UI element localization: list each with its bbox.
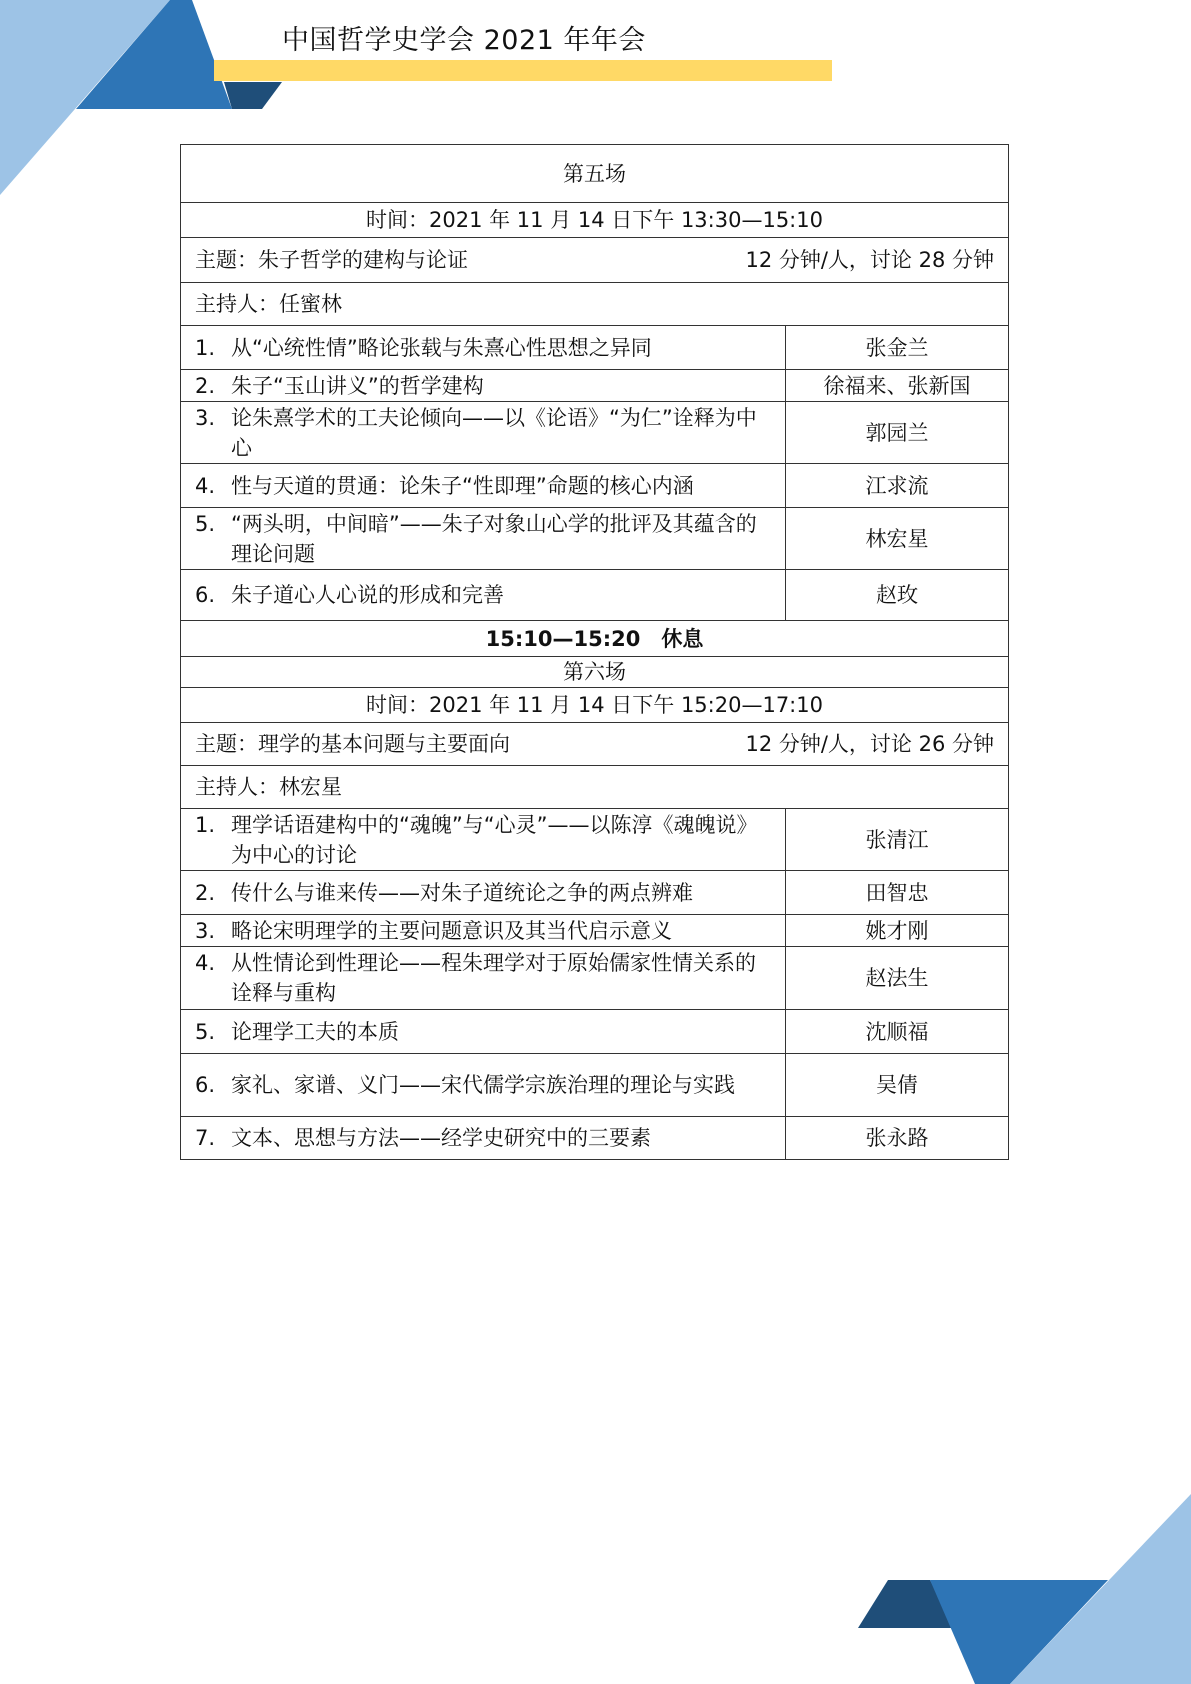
talk-title: 论朱熹学术的工夫论倾向——以《论语》“为仁”诠释为中心: [231, 405, 757, 460]
session5-theme: 主题：朱子哲学的建构与论证: [195, 248, 468, 272]
talk-title-cell: [181, 915, 786, 947]
talk-title-cell: [181, 1010, 786, 1054]
talk-number: 1.: [195, 335, 216, 360]
talk-speaker: 徐福来、张新国: [786, 370, 1009, 402]
talk-number: 1.: [195, 812, 216, 837]
session5-title: 第五场: [181, 145, 1009, 203]
session5-theme-cell: [181, 238, 1009, 283]
session6-host: 主持人：林宏星: [181, 766, 1009, 809]
session5-theme-row: [181, 238, 1009, 283]
talk-title-cell: [181, 1054, 786, 1117]
table-row: [181, 402, 1009, 464]
session6-title-row: [181, 657, 1009, 688]
table-row: [181, 809, 1009, 871]
talk-number: 3.: [195, 405, 216, 430]
session5-host-row: [181, 283, 1009, 326]
talk-title: 略论宋明理学的主要问题意识及其当代启示意义: [231, 918, 672, 943]
talk-title: 从“心统性情”略论张载与朱熹心性思想之异同: [231, 335, 652, 360]
table-row: [181, 1010, 1009, 1054]
session5-title-row: [181, 145, 1009, 203]
session6-theme-cell: [181, 723, 1009, 766]
talk-title: 理学话语建构中的“魂魄”与“心灵”——以陈淳《魂魄说》为中心的讨论: [231, 812, 758, 867]
talk-title-cell: [181, 570, 786, 621]
header-dark-bar: [224, 82, 282, 109]
table-row: [181, 915, 1009, 947]
talk-title: 朱子“玉山讲义”的哲学建构: [231, 373, 484, 398]
schedule-table: [180, 144, 1009, 1160]
header-yellow-bar: [214, 60, 832, 81]
talk-number: 7.: [195, 1126, 216, 1150]
talk-title: 论理学工夫的本质: [231, 1019, 399, 1044]
table-row: [181, 464, 1009, 508]
talk-speaker: 沈顺福: [786, 1010, 1009, 1054]
table-row: [181, 570, 1009, 621]
talk-speaker: 姚才刚: [786, 915, 1009, 947]
session6-host-row: [181, 766, 1009, 809]
talk-speaker: 张清江: [786, 809, 1009, 871]
table-row: [181, 871, 1009, 915]
document-header-title: 中国哲学史学会 2021 年年会: [282, 25, 646, 56]
session5-time: 时间：2021 年 11 月 14 日下午 13:30—15:10: [181, 203, 1009, 238]
talk-number: 4.: [195, 473, 216, 498]
talk-number: 2.: [195, 373, 216, 398]
talk-speaker: 郭园兰: [786, 402, 1009, 464]
talk-title: 性与天道的贯通：论朱子“性即理”命题的核心内涵: [231, 473, 694, 498]
talk-speaker: 吴倩: [786, 1054, 1009, 1117]
break-label: 15:10—15:20 休息: [181, 621, 1009, 657]
break-row: [181, 621, 1009, 657]
talk-number: 5.: [195, 511, 216, 536]
talk-speaker: 田智忠: [786, 871, 1009, 915]
talk-title-cell: [181, 370, 786, 402]
talk-number: 4.: [195, 951, 216, 975]
session6-theme-row: [181, 723, 1009, 766]
table-row: [181, 508, 1009, 570]
talk-speaker: 江求流: [786, 464, 1009, 508]
talk-title-cell: [181, 508, 786, 570]
talk-title: 家礼、家谱、义门——宋代儒学宗族治理的理论与实践: [231, 1073, 735, 1097]
talk-title: “两头明，中间暗”——朱子对象山心学的批评及其蕴含的理论问题: [231, 511, 757, 566]
session6-theme: 主题：理学的基本问题与主要面向: [195, 732, 510, 756]
talk-speaker: 张永路: [786, 1117, 1009, 1160]
table-row: [181, 947, 1009, 1010]
talk-number: 5.: [195, 1019, 216, 1044]
table-row: [181, 326, 1009, 370]
session5-rule: 12 分钟/人，讨论 28 分钟: [745, 248, 994, 272]
talk-speaker: 赵法生: [786, 947, 1009, 1010]
session5-host: 主持人：任蜜林: [181, 283, 1009, 326]
session6-time: 时间：2021 年 11 月 14 日下午 15:20—17:10: [181, 688, 1009, 723]
talk-number: 3.: [195, 918, 216, 943]
talk-speaker: 赵玫: [786, 570, 1009, 621]
talk-title-cell: [181, 464, 786, 508]
talk-title-cell: [181, 809, 786, 871]
talk-number: 6.: [195, 583, 216, 607]
table-row: [181, 370, 1009, 402]
talk-title-cell: [181, 871, 786, 915]
session6-title: 第六场: [181, 657, 1009, 688]
talk-speaker: 林宏星: [786, 508, 1009, 570]
table-row: [181, 1117, 1009, 1160]
talk-title: 传什么与谁来传——对朱子道统论之争的两点辨难: [231, 880, 693, 905]
table-row: [181, 1054, 1009, 1117]
talk-title-cell: [181, 947, 786, 1010]
talk-title: 文本、思想与方法——经学史研究中的三要素: [231, 1126, 651, 1150]
talk-number: 2.: [195, 880, 216, 905]
talk-title-cell: [181, 1117, 786, 1160]
talk-title: 从性情论到性理论——程朱理学对于原始儒家性情关系的诠释与重构: [231, 951, 756, 1005]
session5-time-row: [181, 203, 1009, 238]
session6-rule: 12 分钟/人，讨论 26 分钟: [745, 732, 994, 756]
talk-title: 朱子道心人心说的形成和完善: [231, 583, 504, 607]
talk-speaker: 张金兰: [786, 326, 1009, 370]
talk-number: 6.: [195, 1073, 216, 1097]
talk-title-cell: [181, 402, 786, 464]
session6-time-row: [181, 688, 1009, 723]
talk-title-cell: [181, 326, 786, 370]
